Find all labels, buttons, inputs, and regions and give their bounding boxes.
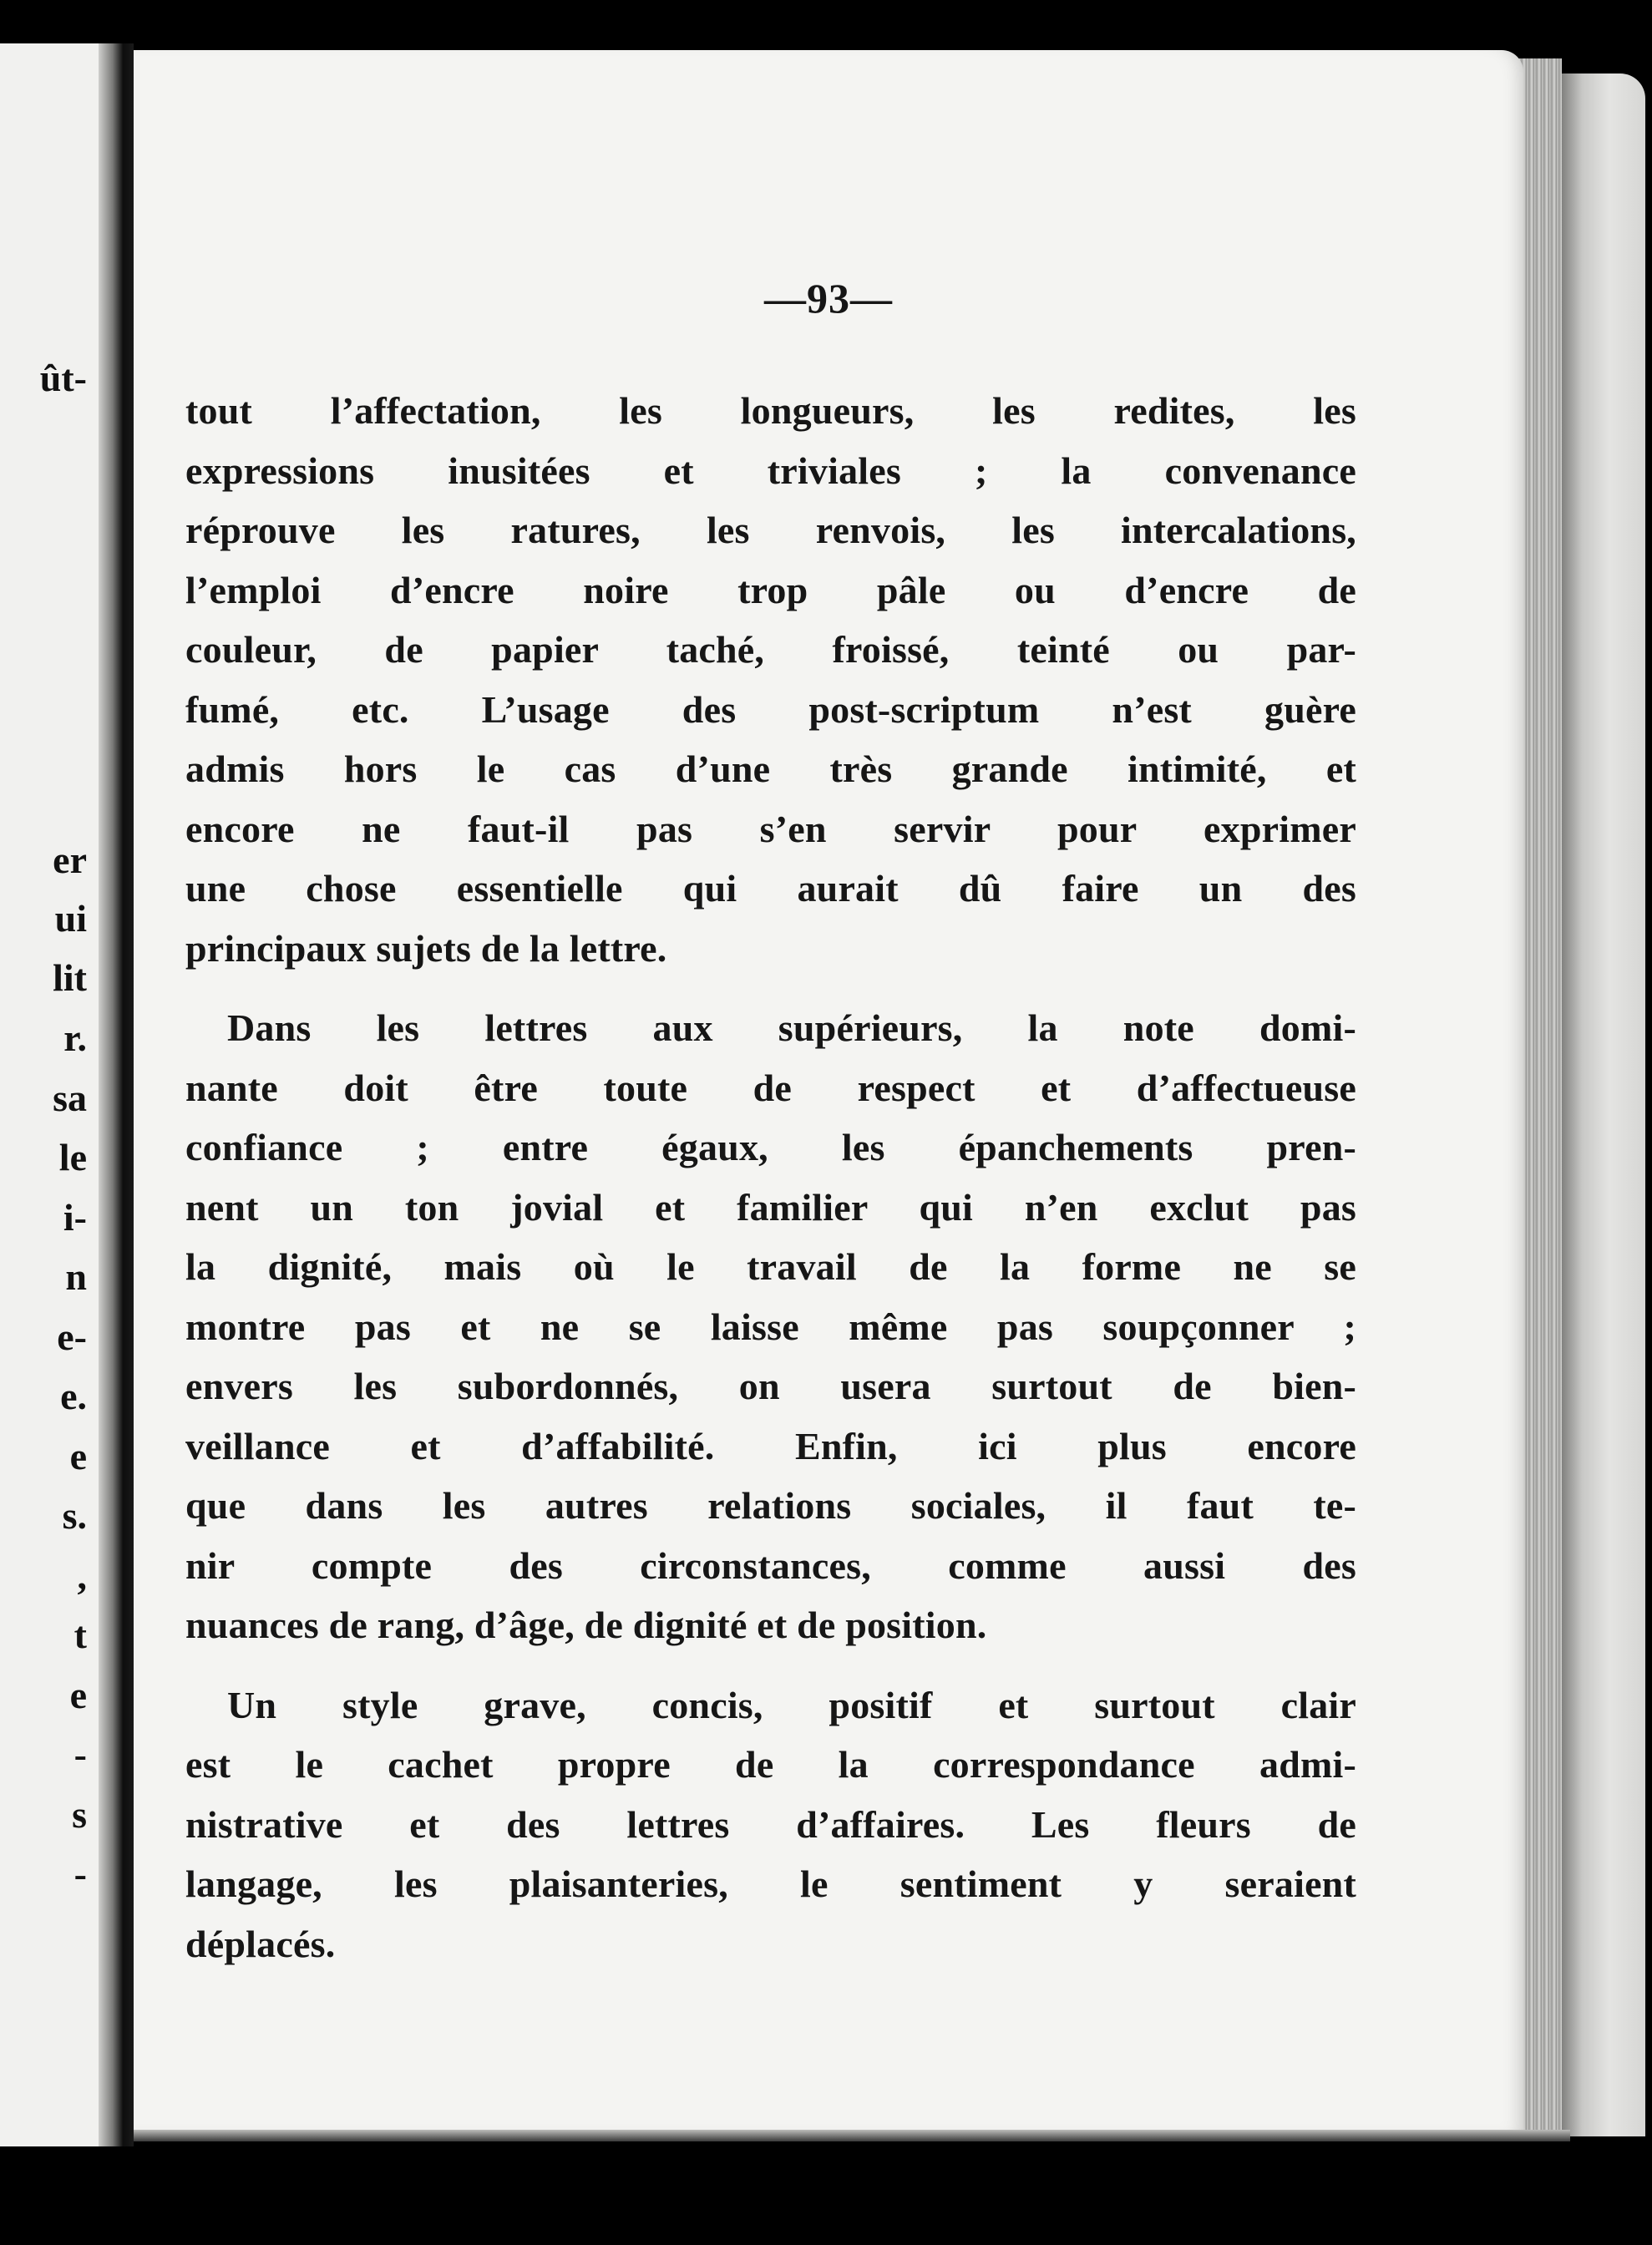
text-line: principaux sujets de la lettre.: [185, 926, 667, 970]
text-line: envers les subordonnés, on usera surtout de bien-: [185, 1365, 1356, 1407]
text-line: tout l’affectation, les longueurs, les redites, les: [185, 389, 1356, 432]
left-fragment: s: [72, 1793, 87, 1836]
left-fragment: s.: [62, 1494, 87, 1537]
left-fragment: lit: [53, 956, 87, 999]
text-line: l’emploi d’encre noire trop pâle ou d’encre de: [185, 568, 1356, 611]
text-line: montre pas et ne se laisse même pas soupçonner ;: [185, 1305, 1356, 1348]
text-line: réprouve les ratures, les renvois, les intercalations,: [185, 509, 1356, 551]
page-bottom-edge: [134, 2130, 1570, 2141]
left-fragment: e: [69, 1674, 87, 1716]
book-gutter: [99, 43, 134, 2146]
paragraph: [185, 998, 1356, 1655]
left-fragment: ui: [54, 897, 87, 940]
previous-page-text-fragments: [0, 43, 99, 2146]
left-fragment: le: [58, 1136, 87, 1178]
left-fragment: t: [73, 1614, 87, 1656]
text-line: nante doit être toute de respect et d’affectueuse: [185, 1066, 1356, 1109]
page-body-text: [185, 381, 1356, 1974]
text-line: couleur, de papier taché, froissé, teinté ou par-: [185, 628, 1356, 671]
page-stack-edge: [1555, 73, 1645, 2136]
text-line: est le cachet propre de la correspondance admi-: [185, 1743, 1356, 1786]
left-fragment: -: [73, 1852, 87, 1895]
page-number: —93—: [764, 275, 893, 322]
previous-page-edge: [0, 43, 99, 2146]
book-page: [134, 50, 1523, 2130]
text-line: une chose essentielle qui aurait dû faire un des: [185, 867, 1356, 910]
text-line: que dans les autres relations sociales, il faut te-: [185, 1484, 1356, 1527]
left-fragment: e: [69, 1435, 87, 1477]
text-line: admis hors le cas d’une très grande intimité, et: [185, 747, 1356, 790]
left-fragment: ,: [77, 1554, 87, 1597]
text-line: la dignité, mais où le travail de la forme ne se: [185, 1245, 1356, 1288]
text-line: encore ne faut-il pas s’en servir pour exprimer: [185, 807, 1356, 850]
text-line: veillance et d’affabilité. Enfin, ici plus encore: [185, 1424, 1356, 1467]
text-line: langage, les plaisanteries, le sentiment y seraient: [185, 1862, 1356, 1905]
text-line: nistrative et des lettres d’affaires. Les fleurs de: [185, 1802, 1356, 1846]
text-line: fumé, etc. L’usage des post-scriptum n’est guère: [185, 687, 1356, 731]
left-fragment: n: [65, 1255, 87, 1298]
left-fragment: i-: [63, 1196, 87, 1239]
text-line: nent un ton jovial et familier qui n’en exclut pas: [185, 1185, 1356, 1229]
text-line: confiance ; entre égaux, les épanchements pren-: [185, 1126, 1356, 1168]
text-line: nuances de rang, d’âge, de dignité et de position.: [185, 1604, 987, 1646]
text-line: déplacés.: [185, 1922, 336, 1965]
left-fragment: e-: [57, 1315, 87, 1358]
paragraph: [185, 381, 1356, 978]
left-fragment: -: [73, 1733, 87, 1776]
left-fragment: r.: [63, 1016, 87, 1059]
text-line: expressions inusitées et triviales ; la convenance: [185, 448, 1356, 492]
text-line: Dans les lettres aux supérieurs, la note domi-: [227, 1006, 1356, 1049]
left-fragment: sa: [53, 1077, 87, 1119]
paragraph: [185, 1675, 1356, 1974]
left-fragment: ût-: [39, 357, 87, 399]
left-fragment: er: [53, 839, 87, 881]
left-fragment: e.: [60, 1375, 87, 1417]
text-line: Un style grave, concis, positif et surtout clair: [227, 1683, 1356, 1726]
text-line: nir compte des circonstances, comme aussi des: [185, 1543, 1356, 1587]
